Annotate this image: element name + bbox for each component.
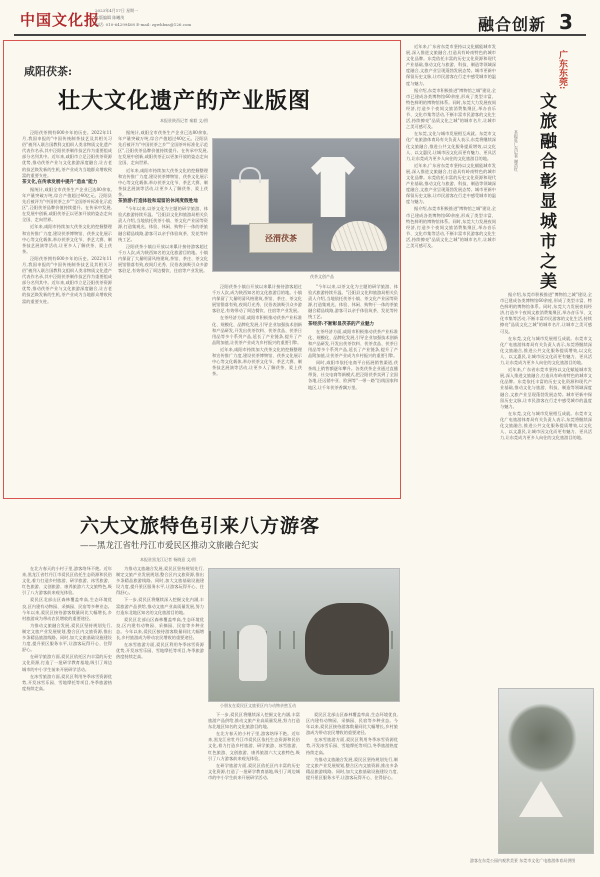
feature-byline: 本报驻陕西记者 秦毅 文/图 <box>160 118 208 123</box>
tree-image <box>507 703 577 773</box>
masthead <box>0 0 600 38</box>
article2-column-3: 下一步,爱民区将继续深入挖掘文化内涵,丰富旅游产品供给,推动文旅产业高质量发展,努力打造东北地区知名的文化旅游目的地。 在北方春天的小村子里,游客络绎不绝。近年来,黑龙江省牡丹江市爱民区依托生态资源和民俗文化,着力打造乡村旅游、研学旅游、冰雪旅游、红色旅游、文创旅游、康养旅游六大文旅特色,吸引了八方游客前来观光体验。 在研学旅游方面,爱民区依托区内丰富的历史文化资源,打造了一批研学教育基地,吸引了周边城市的中小学生前来开展研学活动。 <box>208 712 300 780</box>
right-text-column-a: 近年来,广东省东莞市坚持以文化赋能城市发展,深入推进文旅融合,打造具有岭南特色的城市文化品牌。东莞依托丰富的历史文化资源和现代产业基础,推动文化与旅游、科技、制造等领域深度融合,文旅产业呈现蓬勃发展态势。城市更新中保留历史文脉,让市民游客在行走中感受城市的温度与魅力。 据介绍,东莞市积极推进"博物馆之城"建设,全市已建成各类博物馆60余座,形成了类型丰富、特色鲜明的博物馆体系。同时,东莞大力发展夜间经济,打造多个夜间文旅消费集聚区,举办音乐节、文化市集等活动,不断丰富市民游客的文化生活,持续擦亮"品质文化之城"的城市名片,让城市之美可感可及。 在东莞,文化与城市发展相互成就。东莞市文化广电旅游体育局有关负责人表示,东莞将继续深化文旅融合,推进公共文化服务提质增效,以文化人、以文惠民,让城市因文化而更有魅力、更具活力,让东莞成为更多人向往的文化旅游目的地。 近年来,广东省东莞市坚持以文化赋能城市发展,深入推进文旅融合,打造具有岭南特色的城市文化品牌。东莞依托丰富的历史文化资源和现代产业基础,推动文化与旅游、科技、制造等领域深度融合,文旅产业呈现蓬勃发展态势。城市更新中保留历史文脉,让市民游客在行走中感受城市的温度与魅力。 据介绍,东莞市积极推进"博物馆之城"建设,全市已建成各类博物馆60余座,形成了类型丰富、特色鲜明的博物馆体系。同时,东莞大力发展夜间经济,打造多个夜间文旅消费集聚区,举办音乐节、文化市集等活动,不断丰富市民游客的文化生活,持续擦亮"品质文化之城"的城市名片,让城市之美可感可及。 <box>406 44 496 248</box>
right-article-byline: 本报驻广东记者 谢浩红 <box>514 130 519 172</box>
feature-photo-caption: 茯茶文创产品 <box>310 274 334 279</box>
feature-column-2: 据统计,咸阳全市茯茶生产企业已达80余家,年产量突破万吨,综合产值超过40亿元。泾阳县先后被评为"中国茯茶之乡""全国茶叶标准化示范区",泾阳茯茶品牌价值持续提升。在传承中发展,在发展中创新,咸阳茯茶正以更加开放的姿态走向全国、走向世界。 近年来,咸阳市持续加大茯茶文化的挖掘整理和宣传推广力度,建设茯茶博物馆、茯茶文化展示中心等文化载体,举办茯茶文化节、茶艺大赛、制茶技艺展演等活动,让更多人了解茯茶、爱上茯茶。 茶旅游:打造体验和逗留的休闲度假胜地 "今年以来,以茶文化为主题的研学旅游、体验式旅游持续升温。"泾阳县文化和旅游局相关负责人介绍,当地依托茯茶小镇、茶文化产业园等资源,打造集观光、体验、休闲、购物于一体的茶旅融合精品线路,游客可以亲手体验筑茶、发花等传统工艺。 泾阳茯茶小镇自开放以来累计接待游客超过千万人次,成为陕西知名的文化旅游目的地。小镇内保留了大量明清风格建筑,茶馆、茶庄、茶文化展馆错落有致,夜间灯光秀、民俗表演吸引众多游客驻足,有效带动了周边餐饮、住宿等产业发展。 <box>118 130 208 274</box>
editor-line: 本版编辑 陈曦茂 <box>95 15 125 20</box>
tent-image <box>519 781 563 817</box>
right-text-column-b: 据介绍,东莞市积极推进"博物馆之城"建设,全市已建成各类博物馆60余座,形成了类型丰富、特色鲜明的博物馆体系。同时,东莞大力发展夜间经济,打造多个夜间文旅消费集聚区,举办音乐节、文化市集等活动,不断丰富市民游客的文化生活,持续擦亮"品质文化之城"的城市名片,让城市之美可感可及。 在东莞,文化与城市发展相互成就。东莞市文化广电旅游体育局有关负责人表示,东莞将继续深化文旅融合,推进公共文化服务提质增效,以文化人、以文惠民,让城市因文化而更有魅力、更具活力,让东莞成为更多人向往的文化旅游目的地。 近年来,广东省东莞市坚持以文化赋能城市发展,深入推进文旅融合,打造具有岭南特色的城市文化品牌。东莞依托丰富的历史文化资源和现代产业基础,推动文化与旅游、科技、制造等领域深度融合,文旅产业呈现蓬勃发展态势。城市更新中保留历史文脉,让市民游客在行走中感受城市的温度与魅力。 在东莞,文化与城市发展相互成就。东莞市文化广电旅游体育局有关负责人表示,东莞将继续深化文旅融合,推进公共文化服务提质增效,以文化人、以文惠民,让城市因文化而更有魅力、更具活力,让东莞成为更多人向往的文化旅游目的地。 <box>500 292 592 441</box>
t-shirt-image <box>311 157 355 217</box>
tea-sign-board <box>249 223 313 253</box>
section-title: 融合创新 <box>478 15 547 34</box>
tea-sign-text: 泾渭茯茶 <box>265 232 297 243</box>
right-region-label: 广东东莞: <box>557 50 567 90</box>
article2-subtitle: ——黑龙江省牡丹江市爱民区推动文旅融合纪实 <box>80 541 259 551</box>
feature-subhead-1: 茶文化,在传承发展中提升"造血"能力 <box>22 179 98 185</box>
tote-bag-image <box>231 179 269 225</box>
feature-photo <box>212 138 400 272</box>
page-number: 3 <box>559 10 573 34</box>
right-bottom-photo <box>498 688 594 854</box>
right-article-title: 文旅融合彰显城市之美 <box>536 92 556 292</box>
date-line: 2023年4月17日 星期一 <box>95 8 139 13</box>
bison-figure <box>305 603 389 675</box>
article2-column-2: 为推动文旅融合发展,爱民区坚持规划先行,制定文旅产业发展规划,整合区内文旅资源,推出多条精品旅游线路。同时,加大文旅基础设施建设力度,提升景区服务水平,让游客玩得开心、住得舒心。 下一步,爱民区将继续深入挖掘文化内涵,丰富旅游产品供给,推动文旅产业高质量发展,努力打造东北地区知名的文化旅游目的地。 爱民区北部山区森林覆盖率高,生态环境优良,区内建有动物园、采摘园、民宿等多种业态。今年以来,爱民区接待游客数量同比大幅增长,乡村旅游成为带动农民增收的重要途径。 在冰雪旅游方面,爱民区利用冬季冰雪资源优势,开发冰雪乐园、雪地摩托等项目,冬季旅游热度持续走高。 <box>116 566 204 660</box>
feature-subhead-3: 茶经济:不断彰显茯茶的产业魅力 <box>308 321 375 327</box>
right-bottom-photo-caption: 游客在东莞公园内观赏美景 东莞市文化广电旅游体育局供图 <box>470 858 576 863</box>
feature-column-4: "今年以来,以茶文化为主题的研学旅游、体验式旅游持续升温。"泾阳县文化和旅游局相关负责人介绍,当地依托茯茶小镇、茶文化产业园等资源,打造集观光、体验、休闲、购物于一体的茶旅融合精品线路,游客可以亲手体验筑茶、发花等传统工艺。 茶经济:不断彰显茯茶的产业魅力 在茶经济方面,咸阳市积极推动茯茶产业标准化、规模化、品牌化发展,引导企业加强技术创新和产品研发,开发出茯茶饮料、茯茶食品、茯茶日用品等多个系列产品,延长了产业链条,提升了产品附加值,让茯茶产业成为乡村振兴的重要引擎。 同时,咸阳市依托电商平台拓展销售渠道,茯茶线上销售额逐年攀升。各类茯茶企业通过直播带货、社交电商等新模式,把泾阳茯茶卖到了全国各地,还远销中亚、欧洲等"一带一路"沿线国家和地区,让千年茯茶香飘万里。 <box>308 284 398 390</box>
feature-column-3: 泾阳茯茶小镇自开放以来累计接待游客超过千万人次,成为陕西知名的文化旅游目的地。小镇内保留了大量明清风格建筑,茶馆、茶庄、茶文化展馆错落有致,夜间灯光秀、民俗表演吸引众多游客驻足,有效带动了周边餐饮、住宿等产业发展。 在茶经济方面,咸阳市积极推动茯茶产业标准化、规模化、品牌化发展,引导企业加强技术创新和产品研发,开发出茯茶饮料、茯茶食品、茯茶日用品等多个系列产品,延长了产业链条,提升了产品附加值,让茯茶产业成为乡村振兴的重要引擎。 近年来,咸阳市持续加大茯茶文化的挖掘整理和宣传推广力度,建设茯茶博物馆、茯茶文化展示中心等文化载体,举办茯茶文化节、茶艺大赛、制茶技艺展演等活动,让更多人了解茯茶、爱上茯茶。 <box>212 284 302 377</box>
article2-column-4: 爱民区北部山区森林覆盖率高,生态环境优良,区内建有动物园、采摘园、民宿等多种业态。今年以来,爱民区接待游客数量同比大幅增长,乡村旅游成为带动农民增收的重要途径。 在冰雪旅游方面,爱民区利用冬季冰雪资源优势,开发冰雪乐园、雪地摩托等项目,冬季旅游热度持续走高。 为推动文旅融合发展,爱民区坚持规划先行,制定文旅产业发展规划,整合区内文旅资源,推出多条精品旅游线路。同时,加大文旅基础设施建设力度,提升景区服务水平,让游客玩得开心、住得舒心。 <box>306 712 398 780</box>
child-figure <box>239 625 267 681</box>
newspaper-logo: 中国文化报 <box>20 11 101 29</box>
article2-column-1: 在北方春天的小村子里,游客络绎不绝。近年来,黑龙江省牡丹江市爱民区依托生态资源和民俗文化,着力打造乡村旅游、研学旅游、冰雪旅游、红色旅游、文创旅游、康养旅游六大文旅特色,吸引了八方游客前来观光体验。 爱民区北部山区森林覆盖率高,生态环境优良,区内建有动物园、采摘园、民宿等多种业态。今年以来,爱民区接待游客数量同比大幅增长,乡村旅游成为带动农民增收的重要途径。 为推动文旅融合发展,爱民区坚持规划先行,制定文旅产业发展规划,整合区内文旅资源,推出多条精品旅游线路。同时,加大文旅基础设施建设力度,提升景区服务水平,让游客玩得开心、住得舒心。 在研学旅游方面,爱民区依托区内丰富的历史文化资源,打造了一批研学教育基地,吸引了周边城市的中小学生前来开展研学活动。 在冰雪旅游方面,爱民区利用冬季冰雪资源优势,开发冰雪乐园、雪地摩托等项目,冬季旅游热度持续走高。 <box>22 566 112 691</box>
contact-line: 电话: 010-64299408 E-mail: zgwhbxa@126.com <box>95 22 192 27</box>
feature-kicker: 咸阳茯茶: <box>24 65 73 78</box>
article2-photo <box>208 568 400 702</box>
article2-photo-caption: 小朋友在爱民区文旅景区内与动物亲密互动 <box>220 703 296 708</box>
feature-column-1: 泾阳茯茶拥有600多年的历史。2022年11月,我国申报的"中国传统制茶技艺及其相关习俗"被列入联合国教科文组织人类非物质文化遗产代表作名录,其中泾阳茯茶制作技艺作为重要组成部分名列其中。近年来,咸阳市立足泾阳茯茶资源优势,推动茯茶产业与文化旅游深度融合,让古老的技艺焕发新的生机,茶产业成为当地群众增收致富的重要支柱。 茶文化,在传承发展中提升"造血"能力 据统计,咸阳全市茯茶生产企业已达80余家,年产量突破万吨,综合产值超过40亿元。泾阳县先后被评为"中国茯茶之乡""全国茶叶标准化示范区",泾阳茯茶品牌价值持续提升。在传承中发展,在发展中创新,咸阳茯茶正以更加开放的姿态走向全国、走向世界。 近年来,咸阳市持续加大茯茶文化的挖掘整理和宣传推广力度,建设茯茶博物馆、茯茶文化展示中心等文化载体,举办茯茶文化节、茶艺大赛、制茶技艺展演等活动,让更多人了解茯茶、爱上茯茶。 泾阳茯茶拥有600多年的历史。2022年11月,我国申报的"中国传统制茶技艺及其相关习俗"被列入联合国教科文组织人类非物质文化遗产代表作名录,其中泾阳茯茶制作技艺作为重要组成部分名列其中。近年来,咸阳市立足泾阳茯茶资源优势,推动茯茶产业与文化旅游深度融合,让古老的技艺焕发新的生机,茶产业成为当地群众增收致富的重要支柱。 <box>22 130 112 304</box>
feature-subhead-2: 茶旅游:打造体验和逗留的休闲度假胜地 <box>118 199 198 205</box>
folding-fan-image <box>331 221 387 251</box>
feature-title: 壮大文化遗产的产业版图 <box>58 88 312 114</box>
article2-title: 六大文旅特色引来八方游客 <box>80 515 321 537</box>
masthead-rule <box>14 34 586 36</box>
article2-byline: 本报驻黑龙江记者 杨晓意 文/图 <box>140 557 196 562</box>
